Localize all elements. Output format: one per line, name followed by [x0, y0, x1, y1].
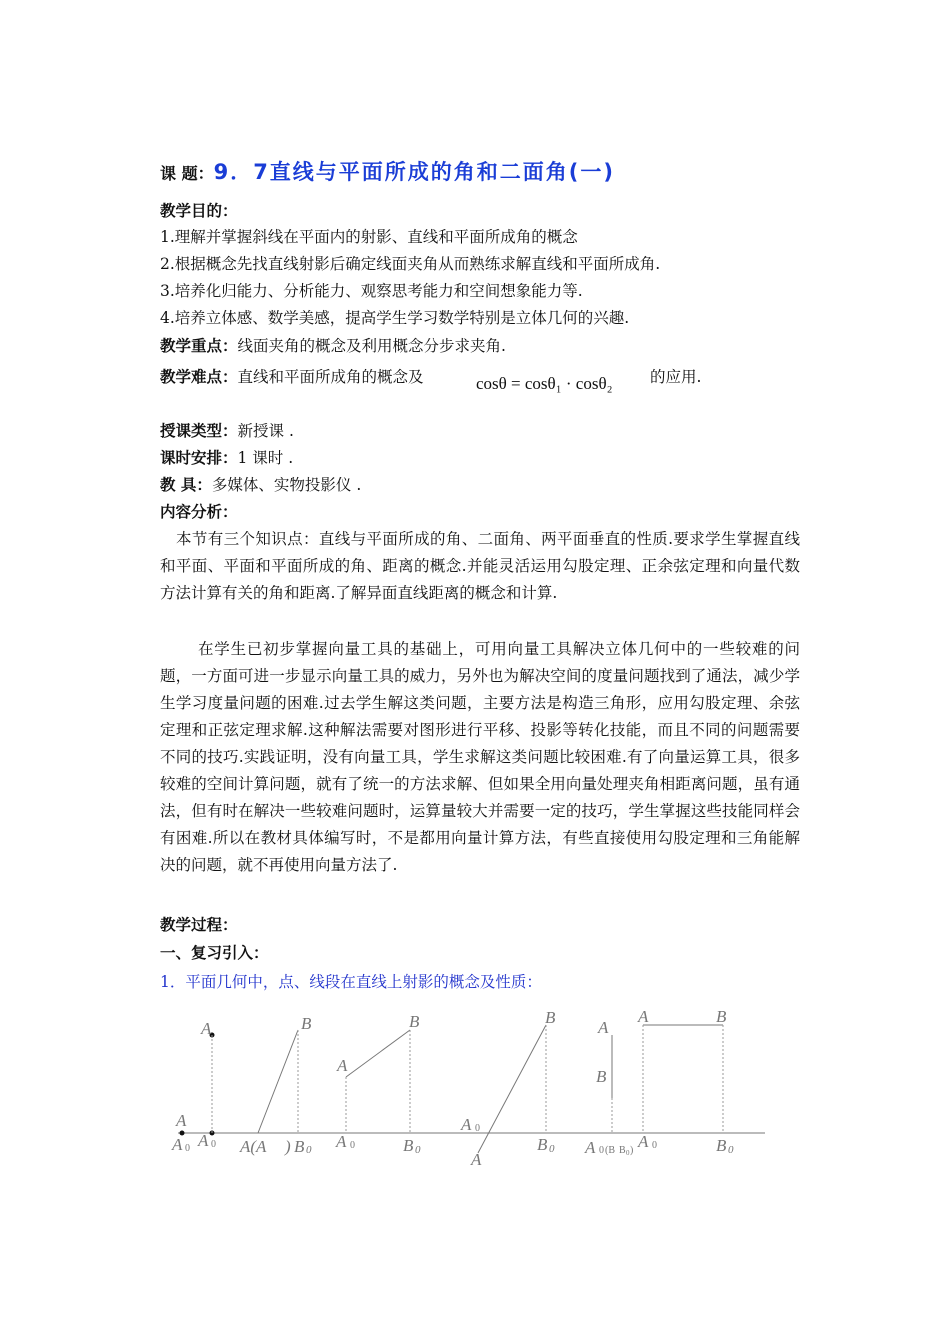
- key-point: [160, 333, 506, 359]
- svg-text:A: A: [585, 1138, 596, 1157]
- key-point-text: 线面夹角的概念及利用概念分步求夹角.: [237, 337, 506, 355]
- svg-text:0: 0: [211, 1139, 216, 1150]
- svg-text:B: B: [619, 1145, 626, 1156]
- review-heading: 一、复习引入：: [160, 943, 269, 962]
- svg-text:A(A: A(A: [240, 1137, 267, 1156]
- analysis-paragraph-1: 本节有三个知识点：直线与平面所成的角、二面角、两平面垂直的性质.要求学生掌握直线和平面、平面和平面所成的角、距离的概念.并能灵活运用勾股定理、正余弦定理和向量代数方法计算有关的角和距离.了解异面直线距离的概念和计算.: [160, 530, 800, 602]
- svg-text:B: B: [716, 1136, 727, 1155]
- svg-text:B: B: [596, 1067, 607, 1086]
- svg-text:(B: (B: [605, 1145, 615, 1156]
- svg-text:0: 0: [475, 1123, 480, 1134]
- svg-text:A: A: [337, 1056, 348, 1075]
- svg-text:A: A: [598, 1018, 609, 1037]
- hours-text: 1 课时 .: [237, 449, 294, 467]
- label-a0-2: A: [198, 1131, 209, 1150]
- segment-ab-1: [258, 1030, 298, 1133]
- cos-formula: [476, 374, 613, 394]
- segment-ab-3: [478, 1025, 546, 1153]
- objectives-heading: 教学目的：: [160, 201, 238, 220]
- svg-text:0: 0: [306, 1144, 312, 1156]
- title-text: 9．7直线与平面所成的角和二面角(一): [213, 160, 615, 184]
- difficulty-label: 教学难点：: [160, 367, 238, 386]
- projection-figure: [160, 1005, 780, 1175]
- lesson-type-text: 新授课 .: [237, 422, 294, 440]
- svg-text:A: A: [336, 1132, 347, 1151]
- svg-text:A: A: [461, 1115, 472, 1134]
- hours: [160, 445, 293, 471]
- label-a-2: A: [201, 1019, 212, 1038]
- svg-text:B: B: [409, 1012, 420, 1031]
- svg-text:0: 0: [728, 1144, 734, 1156]
- hours-label: 课时安排：: [160, 448, 238, 467]
- svg-text:0: 0: [652, 1140, 657, 1151]
- svg-text:): ): [285, 1137, 291, 1156]
- tools-label: 教 具：: [160, 475, 212, 494]
- svg-text:B: B: [537, 1135, 548, 1154]
- objective-item: 2.根据概念先找直线射影后确定线面夹角从而熟练求解直线和平面所成角.: [160, 255, 661, 273]
- lesson-type-label: 授课类型：: [160, 421, 238, 440]
- key-point-label: 教学重点：: [160, 336, 238, 355]
- label-a0: A: [172, 1135, 183, 1154]
- title-label: 课 题：: [160, 164, 214, 183]
- lesson-type: [160, 418, 294, 444]
- svg-text:): ): [630, 1145, 634, 1156]
- tools: [160, 472, 361, 498]
- svg-text:B: B: [716, 1007, 727, 1026]
- review-item-1: 1．平面几何中，点、线段在直线上射影的概念及性质：: [160, 973, 542, 991]
- svg-text:A: A: [638, 1132, 649, 1151]
- lesson-title: [160, 159, 615, 187]
- svg-text:0: 0: [185, 1143, 190, 1154]
- analysis-heading: 内容分析：: [160, 502, 238, 521]
- svg-text:A: A: [471, 1150, 482, 1169]
- analysis-paragraph-2: 在学生已初步掌握向量工具的基础上，可用向量工具解决立体几何中的一些较难的问题，一方面可进一步显示向量工具的威力，另外也为解决空间的度量问题找到了通法，减少学生学习度量问题的困难.过去学生解这类问题，主要方法是构造三角形，应用勾股定理、余弦定理和正弦定理求解.这种解法需要对图形进行平移、投影等转化技能，而且不同的问题需要不同的技巧.实践证明，没有向量工具，学生求解这类问题比较困难.有了向量运算工具，很多较难的空间计算问题，就有了统一的方法求解、但如果全用向量处理夹角相距离问题，虽有通法，但有时在解决一些较难问题时，运算量较大并需要一定的技巧，学生掌握这些技能同样会有困难.所以在教材具体编写时，不是都用向量计算方法，有些直接使用勾股定理和三角能解决的问题，就不再使用向量方法了.: [160, 640, 800, 874]
- objective-item: 3.培养化归能力、分析能力、观察思考能力和空间想象能力等.: [160, 282, 583, 300]
- segment-ab-2: [346, 1030, 410, 1077]
- objective-item: 1.理解并掌握斜线在平面内的射影、直线和平面所成角的概念: [160, 228, 578, 246]
- difficulty: [160, 364, 424, 390]
- svg-text:B: B: [301, 1014, 312, 1033]
- label-a: A: [176, 1111, 187, 1130]
- objective-item: 4.培养立体感、数学美感，提高学生学习数学特别是立体几何的兴趣.: [160, 309, 630, 327]
- svg-text:0: 0: [415, 1144, 421, 1156]
- svg-text:0: 0: [350, 1140, 355, 1151]
- svg-text:0: 0: [549, 1143, 555, 1155]
- difficulty-after: 的应用.: [650, 368, 702, 386]
- svg-text:0: 0: [599, 1145, 604, 1156]
- svg-text:A: A: [638, 1007, 649, 1026]
- tools-text: 多媒体、实物投影仪 .: [211, 476, 362, 494]
- svg-text:B: B: [545, 1008, 556, 1027]
- svg-text:0: 0: [626, 1149, 630, 1157]
- svg-text:B: B: [294, 1137, 305, 1156]
- cos-formula-text: cosθ = cosθ₁ · cosθ₂: [476, 374, 613, 393]
- svg-text:B: B: [403, 1136, 414, 1155]
- difficulty-text: 直线和平面所成角的概念及: [237, 368, 424, 386]
- process-heading: 教学过程：: [160, 915, 238, 934]
